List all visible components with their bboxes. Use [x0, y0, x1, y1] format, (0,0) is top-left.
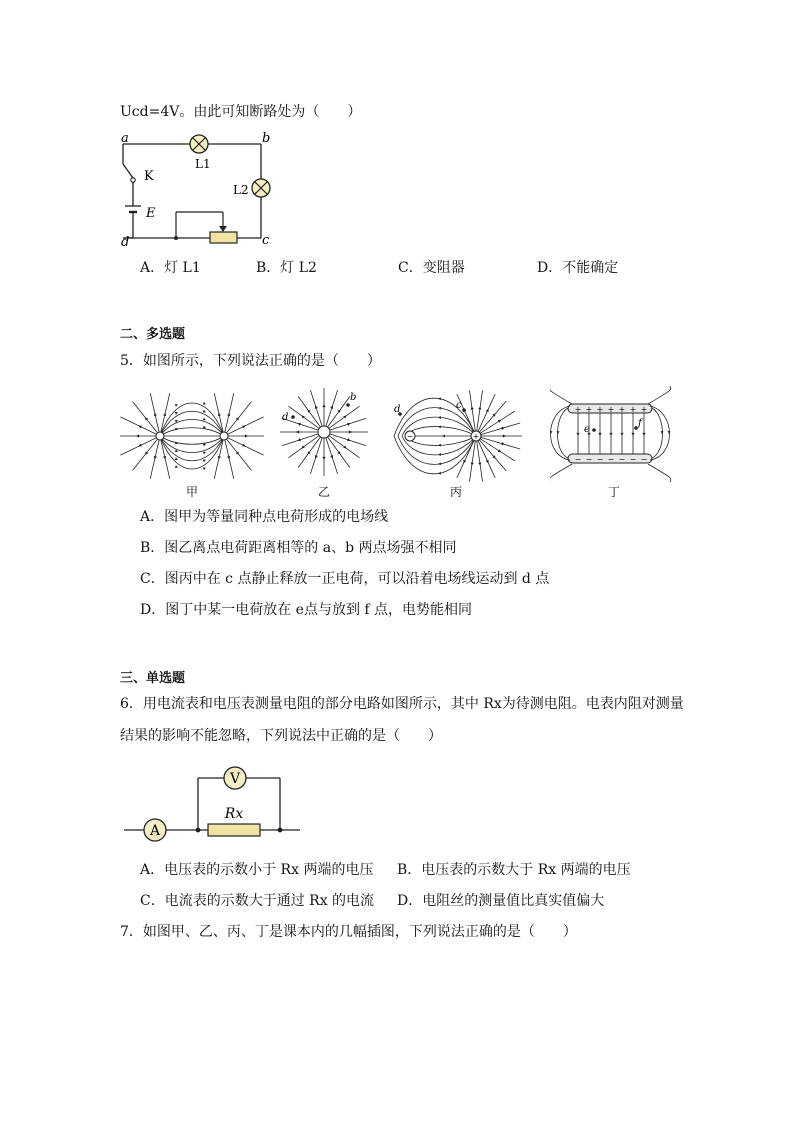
section-title-single: 三、单选题	[120, 671, 186, 686]
lamp-l1-icon	[190, 135, 208, 153]
ammeter-icon	[144, 819, 166, 841]
q4-option-c: C．变阻器	[398, 260, 465, 276]
q6-stem-line1: 6．用电流表和电压表测量电阻的部分电路如图所示，其中 Rx为待测电阻。电表内阻对测量	[120, 696, 684, 712]
label-point-d: d	[394, 404, 401, 415]
label-point-b: b	[350, 392, 357, 403]
svg-text:+: +	[618, 405, 626, 414]
label-l1: L1	[195, 157, 211, 171]
q6-stem-line2: 结果的影响不能忽略，下列说法中正确的是（ ）	[120, 728, 442, 744]
svg-text:−: −	[585, 455, 593, 464]
resistor-rx-icon	[208, 806, 260, 836]
label-e: E	[146, 206, 156, 221]
field-diagram-ding	[550, 386, 674, 484]
q5-stem: 5．如图所示，下列说法正确的是（ ）	[120, 353, 381, 369]
q4-option-d: D．不能确定	[537, 260, 619, 276]
label-k: K	[144, 169, 154, 184]
q5-option-a: A．图甲为等量同种点电荷形成的电场线	[140, 509, 389, 525]
q5-option-d: D．图丁中某一电荷放在 e点与放到 f 点，电势能相同	[140, 602, 473, 618]
charge-icon	[220, 432, 228, 440]
label-a: a	[121, 131, 129, 146]
label-b: b	[262, 131, 271, 146]
svg-text:+: +	[607, 405, 615, 414]
charge-icon	[156, 432, 164, 440]
q6-circuit-diagram	[120, 760, 310, 846]
svg-text:+: +	[574, 405, 582, 414]
field-diagram-yi	[276, 386, 372, 484]
svg-text:+: +	[585, 405, 593, 414]
svg-text:+: +	[629, 405, 637, 414]
section-title-multi: 二、多选题	[120, 327, 186, 342]
q5-option-b: B．图乙离点电荷距离相等的 a、b 两点场强不相同	[140, 540, 457, 556]
svg-text:−: −	[406, 432, 414, 441]
negative-charge-icon	[405, 431, 415, 441]
svg-text:−: −	[629, 455, 637, 464]
battery-e-icon	[125, 206, 141, 212]
svg-text:−: −	[596, 455, 604, 464]
figure-label-jia: 甲	[186, 485, 199, 499]
svg-text:V: V	[229, 771, 241, 787]
svg-text:+: +	[472, 432, 480, 441]
svg-text:−: −	[618, 455, 626, 464]
q4-option-b: B．灯 L2	[256, 260, 317, 276]
figure-label-bing: 丙	[450, 485, 463, 499]
point-charge-icon	[318, 426, 330, 438]
q4-stem-tail: Ucd=4V。由此可知断路处为（ ）	[120, 104, 362, 120]
lamp-l2-icon	[252, 179, 270, 197]
q4-option-a: A．灯 L1	[140, 260, 201, 276]
label-l2: L2	[233, 183, 249, 197]
q6-option-d: D．电阻丝的测量值比真实值偏大	[397, 893, 605, 909]
label-point-c: c	[456, 400, 462, 411]
svg-text:+: +	[596, 405, 604, 414]
field-diagram-bing	[386, 386, 526, 484]
q6-option-b: B．电压表的示数大于 Rx 两端的电压	[397, 862, 631, 878]
q7-stem: 7．如图甲、乙、丙、丁是课本内的几幅插图，下列说法正确的是（ ）	[120, 924, 577, 940]
figure-label-ding: 丁	[608, 485, 621, 499]
svg-text:A: A	[149, 823, 161, 839]
label-point-f: f	[638, 418, 642, 429]
label-point-e: e	[584, 424, 590, 435]
svg-text:−: −	[640, 455, 648, 464]
q5-option-c: C．图丙中在 c 点静止释放一正电荷，可以沿着电场线运动到 d 点	[140, 571, 550, 587]
label-c: c	[262, 233, 270, 248]
label-point-d: d	[282, 412, 289, 423]
field-diagram-jia	[120, 386, 264, 484]
svg-text:−: −	[607, 455, 615, 464]
q6-option-c: C．电流表的示数大于通过 Rx 的电流	[140, 893, 375, 909]
svg-text:+: +	[640, 405, 648, 414]
q6-option-a: A．电压表的示数小于 Rx 两端的电压	[140, 862, 374, 878]
svg-text:Rx: Rx	[224, 806, 244, 822]
voltmeter-icon	[224, 767, 246, 789]
q4-circuit-diagram	[115, 128, 285, 250]
positive-charge-icon	[471, 431, 481, 441]
label-d: d	[121, 235, 130, 250]
switch-k-icon	[123, 164, 135, 182]
figure-label-yi: 乙	[318, 485, 331, 499]
svg-text:−: −	[574, 455, 582, 464]
